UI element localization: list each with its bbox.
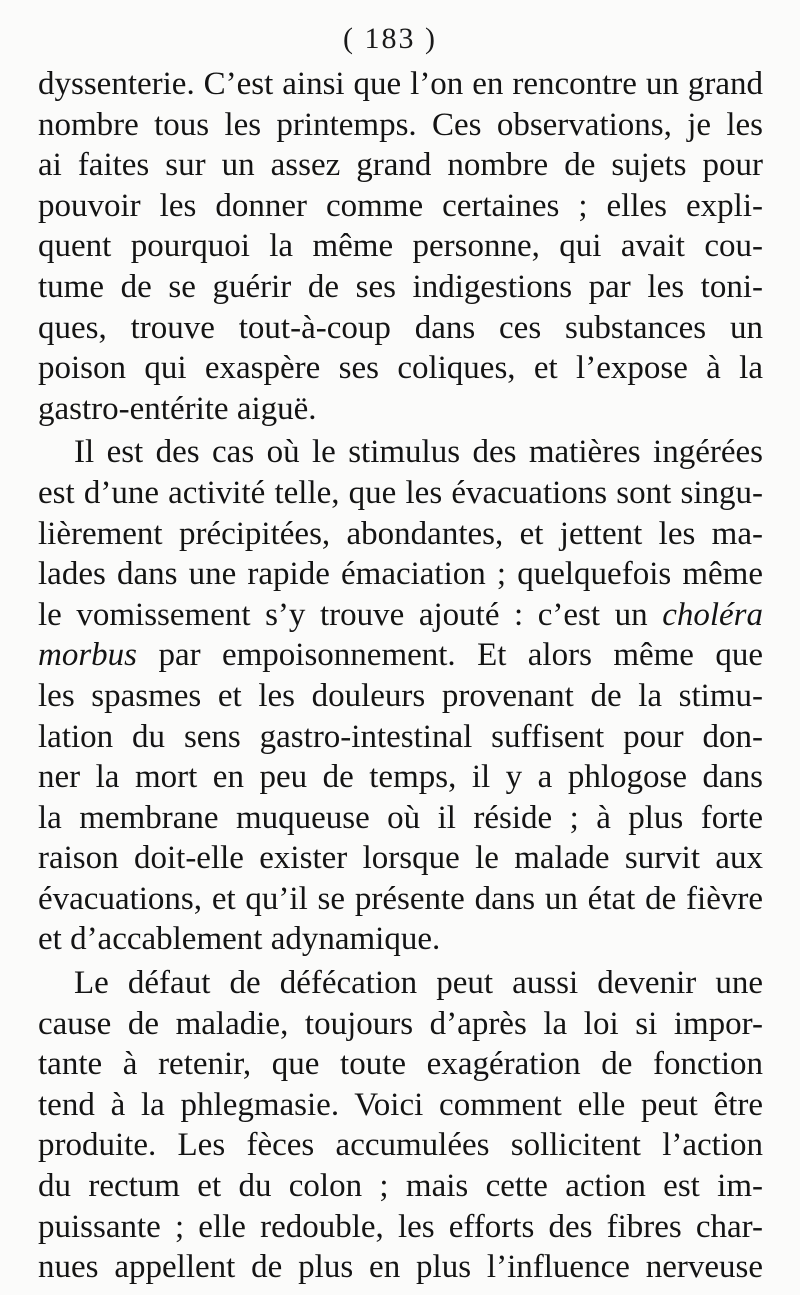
text-line: gastro-entérite aiguë. [38, 390, 317, 427]
text-line: produite. Les fèces accumulées sollicitent l’action [38, 1127, 763, 1164]
text-line: Il est des cas où le stimulus des matières ingérées [74, 434, 763, 471]
text-line-with-italic [38, 595, 763, 636]
text-line: est d’une activité telle, que les évacuations sont singu- [38, 474, 763, 511]
text-line: poison qui exaspère ses coliques, et l’expose à la [38, 350, 763, 387]
text-line: quent pourquoi la même personne, qui avait cou- [38, 228, 763, 265]
text-line: dyssenterie. C’est ainsi que l’on en rencontre un grand [38, 66, 763, 102]
text-line: cause de maladie, toujours d’après la loi si impor- [38, 1005, 763, 1042]
text-line: ner la mort en peu de temps, il y a phlogose dans [38, 759, 763, 796]
text-line: ques, trouve tout-à-coup dans ces substances un [38, 309, 763, 346]
text-line: nombre tous les printemps. Ces observations, je les [38, 106, 763, 143]
text-segment: le vomissement s’y trouve ajouté : c’est un [38, 596, 648, 633]
page-number: ( 183 ) [343, 22, 437, 55]
italic-term: morbus [38, 637, 138, 674]
text-line: les spasmes et les douleurs provenant de la stimu- [38, 677, 763, 714]
text-line: lation du sens gastro-intestinal suffisent pour don- [38, 718, 763, 755]
text-line: du rectum et du colon ; mais cette action est im- [38, 1168, 763, 1205]
text-line: et d’accablement adynamique. [38, 921, 441, 958]
text-line: lièrement précipitées, abondantes, et jettent les ma- [38, 515, 763, 552]
text-line: tend à la phlegmasie. Voici comment elle peut être [38, 1086, 763, 1123]
text-line: lades dans une rapide émaciation ; quelquefois même [38, 556, 763, 593]
text-line: évacuations, et qu’il se présente dans un état de fièvre [38, 880, 763, 917]
text-line: nues appellent de plus en plus l’influence nerveuse [38, 1249, 763, 1286]
text-line: raison doit-elle exister lorsque le malade survit aux [38, 840, 763, 877]
body-text [38, 64, 763, 1288]
text-line: ai faites sur un assez grand nombre de sujets pour [38, 147, 763, 184]
italic-term: choléra [662, 596, 763, 633]
text-line: la membrane muqueuse où il réside ; à plus forte [38, 799, 763, 836]
text-line: tume de se guérir de ses indigestions par les toni- [38, 268, 763, 305]
text-line: puissante ; elle redouble, les efforts des fibres char- [38, 1208, 763, 1245]
text-line: tante à retenir, que toute exagération de fonction [38, 1046, 763, 1083]
text-line: Le défaut de défécation peut aussi devenir une [74, 965, 763, 1002]
text-line-with-italic [38, 635, 763, 676]
text-line: pouvoir les donner comme certaines ; elles expli- [38, 187, 763, 224]
text-segment: par empoisonnement. Et alors même que [158, 637, 763, 674]
